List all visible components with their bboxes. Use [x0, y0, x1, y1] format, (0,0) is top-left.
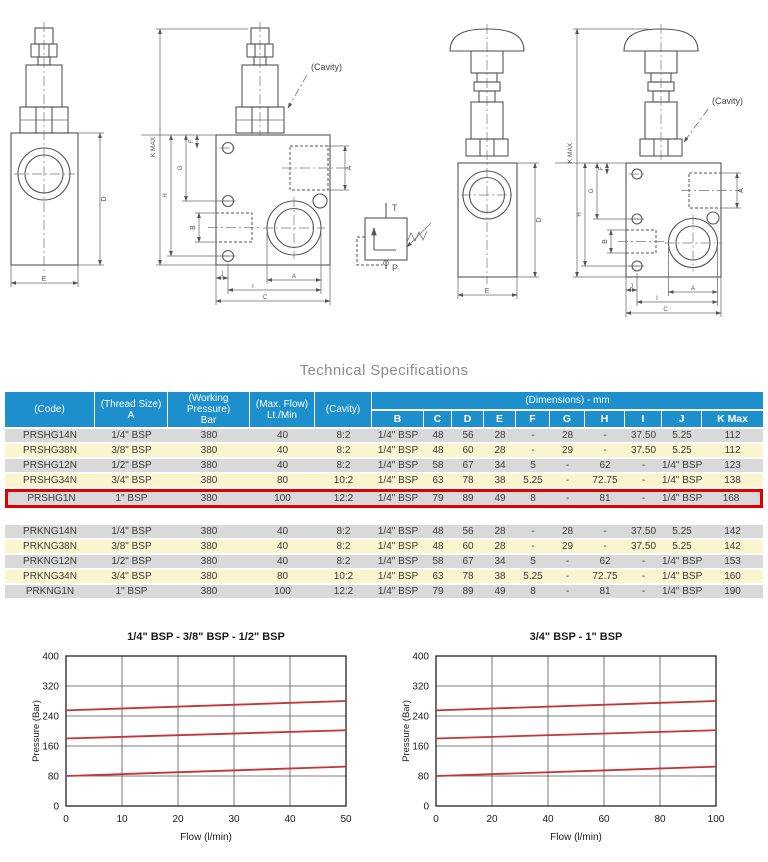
cell: 38	[484, 570, 516, 583]
cell: -	[550, 585, 585, 598]
cell: 5.25	[662, 429, 702, 442]
valve-side-view-screw	[11, 22, 108, 287]
cell: 5.25	[516, 474, 550, 487]
cell: 168	[702, 489, 763, 508]
chart-title: 1/4" BSP - 3/8" BSP - 1/2" BSP	[127, 631, 285, 643]
cell: -	[625, 459, 662, 472]
cell: 5.25	[662, 525, 702, 538]
cell: 3/4" BSP	[95, 474, 168, 487]
cell: 79	[424, 489, 452, 508]
col-header-thread-size: (Thread Size) A	[95, 392, 168, 427]
cell: 1/4" BSP	[372, 555, 424, 568]
cell: 1/4" BSP	[372, 429, 424, 442]
cell: -	[550, 555, 585, 568]
cell: 112	[702, 429, 763, 442]
x-tick-label: 60	[598, 814, 610, 825]
cell: 1/4" BSP	[372, 474, 424, 487]
cell: 49	[484, 585, 516, 598]
cell: -	[625, 489, 662, 508]
dim-label-a: A	[291, 274, 297, 280]
col-header-cavity: (Cavity)	[315, 392, 372, 427]
cell: 8:2	[315, 444, 372, 457]
y-tick-label: 0	[53, 801, 59, 813]
table-row-PRSHG34N	[5, 474, 763, 487]
dim-label-b: B	[602, 239, 609, 244]
dim-label-d: D	[536, 217, 543, 223]
cell: 60	[452, 540, 484, 553]
cell: 40	[250, 459, 315, 472]
valve-front-view-knob	[555, 24, 745, 317]
cell: 28	[484, 429, 516, 442]
cell: 1/4" BSP	[372, 540, 424, 553]
cell: 81	[585, 585, 625, 598]
dim-label-b: B	[190, 225, 197, 230]
col-header-max-flow: (Max. Flow) Lt./Min	[250, 392, 315, 427]
dim-label-h: H	[577, 212, 583, 217]
cell: 1/4" BSP	[662, 475, 702, 486]
section-title: Technical Specifications	[299, 362, 469, 379]
cell: 1/4" BSP	[662, 460, 702, 471]
x-tick-label: 10	[116, 814, 128, 825]
series-mid-setting	[66, 730, 346, 738]
cell: 40	[250, 555, 315, 568]
cell: -	[585, 540, 625, 553]
col-header-kmax: K Max	[702, 411, 763, 427]
col-header-h: H	[585, 411, 625, 427]
cell: 72.75	[585, 570, 625, 583]
col-header-g: G	[550, 411, 585, 427]
col-header-b: B	[372, 411, 424, 427]
cell: 1/4" BSP	[372, 570, 424, 583]
cell: 1/4" BSP	[662, 586, 702, 597]
table-row-PRKNG14N	[5, 525, 763, 538]
cell: 63	[424, 570, 452, 583]
cell: 380	[168, 444, 250, 457]
x-tick-label: 80	[654, 814, 666, 825]
series-high-setting	[436, 701, 716, 710]
cell: 29	[550, 444, 585, 457]
col-header-code: (Code)	[5, 392, 95, 427]
dim-label-i: I	[656, 296, 658, 302]
dim-label-a: A	[690, 286, 696, 292]
cell: 80	[250, 570, 315, 583]
cell: 380	[168, 540, 250, 553]
cell-code: PRSHG14N	[5, 429, 95, 442]
cell-code: PRKNG38N	[5, 540, 95, 553]
dim-label-e: E	[484, 288, 490, 295]
table-row-PRKNG1N	[5, 585, 763, 598]
chart-large-sizes	[398, 624, 768, 862]
cell: 78	[452, 474, 484, 487]
cell: 380	[168, 555, 250, 568]
cell: 29	[550, 540, 585, 553]
cell: 48	[424, 429, 452, 442]
cell: 380	[168, 429, 250, 442]
cell: 34	[484, 459, 516, 472]
cell: 56	[452, 429, 484, 442]
cell: 49	[484, 489, 516, 508]
cell-code: PRKNG12N	[5, 555, 95, 568]
cell: 8	[516, 489, 550, 508]
cell: 1/4" BSP	[662, 489, 702, 508]
y-tick-label: 80	[47, 771, 59, 783]
series-mid-setting	[436, 730, 716, 738]
cell: 5	[516, 555, 550, 568]
cell: 12:2	[315, 585, 372, 598]
cell: 10:2	[315, 474, 372, 487]
cell: 79	[424, 585, 452, 598]
cell: 40	[250, 429, 315, 442]
series-low-setting	[436, 767, 716, 776]
cell: 380	[168, 459, 250, 472]
cell: 40	[250, 444, 315, 457]
dim-label-g: G	[178, 165, 184, 171]
header-row-groups	[5, 392, 763, 409]
cell: 28	[484, 444, 516, 457]
dim-label-d: D	[101, 196, 108, 202]
cell: 3/8" BSP	[95, 444, 168, 457]
dim-label-f: F	[599, 166, 605, 171]
chart-small-sizes	[28, 624, 398, 862]
cell: 37.50	[625, 429, 662, 442]
col-header-dimensions-group: (Dimensions) - mm	[372, 392, 763, 409]
cell: -	[516, 540, 550, 553]
cell: 48	[424, 444, 452, 457]
x-tick-label: 0	[433, 814, 439, 825]
y-tick-label: 160	[412, 741, 429, 753]
cell: 1/4" BSP	[372, 525, 424, 538]
table-gap-row	[5, 510, 763, 523]
cell: -	[550, 474, 585, 487]
cell: 112	[702, 444, 763, 457]
cell: 40	[250, 525, 315, 538]
spec-table	[5, 390, 763, 600]
cell: 1/2" BSP	[95, 459, 168, 472]
cell: 37.50	[625, 540, 662, 553]
y-tick-label: 240	[412, 711, 429, 723]
dim-label-j: J	[220, 272, 224, 278]
cell: 1" BSP	[95, 585, 168, 598]
cell: 63	[424, 474, 452, 487]
spec-table-body	[5, 429, 763, 598]
x-tick-label: 50	[340, 814, 352, 825]
cell: -	[550, 459, 585, 472]
cell: 48	[424, 540, 452, 553]
cell: 72.75	[585, 474, 625, 487]
symbol-port-p: P	[392, 263, 399, 273]
cell: 5.25	[662, 444, 702, 457]
dim-label-i: I	[252, 284, 254, 290]
cell: 380	[168, 585, 250, 598]
cell: 5.25	[516, 570, 550, 583]
relief-valve-symbol	[357, 203, 431, 273]
cell: -	[625, 474, 662, 487]
valve-front-view-screw	[141, 22, 353, 305]
cell: -	[625, 570, 662, 583]
table-row-PRSHG1N	[5, 489, 763, 508]
cell: 5.25	[662, 540, 702, 553]
dim-label-f: F	[189, 139, 195, 144]
cell: -	[516, 444, 550, 457]
cell: 8:2	[315, 525, 372, 538]
cell: -	[550, 570, 585, 583]
cell: 58	[424, 555, 452, 568]
cell: -	[585, 525, 625, 538]
cell: 1/4" BSP	[372, 489, 424, 508]
col-header-j: J	[662, 411, 702, 427]
cell: 142	[702, 525, 763, 538]
table-row-PRKNG12N	[5, 555, 763, 568]
cell: 12:2	[315, 489, 372, 508]
cell: 1/4" BSP	[372, 585, 424, 598]
cell: 62	[585, 459, 625, 472]
cell: 81	[585, 489, 625, 508]
dim-label-a: A	[738, 188, 745, 193]
cell: -	[516, 525, 550, 538]
cell: -	[625, 555, 662, 568]
cell: -	[585, 444, 625, 457]
x-tick-label: 20	[172, 814, 184, 825]
cell: 67	[452, 555, 484, 568]
table-row-PRKNG38N	[5, 540, 763, 553]
cell: 28	[484, 525, 516, 538]
series-high-setting	[66, 701, 346, 710]
cell: -	[550, 489, 585, 508]
dim-label-e: E	[41, 276, 47, 283]
table-row-PRKNG34N	[5, 570, 763, 583]
valve-side-view-knob	[450, 24, 543, 299]
cell: -	[625, 585, 662, 598]
cell-code: PRKNG1N	[5, 585, 95, 598]
cell: 1/4" BSP	[372, 459, 424, 472]
col-header-c: C	[424, 411, 452, 427]
cell: 142	[702, 540, 763, 553]
technical-drawings	[0, 0, 768, 352]
cell: 8:2	[315, 459, 372, 472]
cell: 8:2	[315, 540, 372, 553]
dim-label-c: C	[663, 307, 668, 313]
dim-label-kmax: K MAX	[150, 136, 157, 158]
cell: 123	[702, 459, 763, 472]
dim-label-h: H	[163, 193, 169, 198]
cell: 380	[168, 570, 250, 583]
dim-label-a: A	[346, 165, 353, 171]
cell: 8:2	[315, 555, 372, 568]
cell: 1/4" BSP	[95, 429, 168, 442]
cell: 3/4" BSP	[95, 570, 168, 583]
x-axis-label: Flow (l/min)	[550, 832, 602, 843]
cell-code: PRKNG34N	[5, 570, 95, 583]
cell-code: PRSHG38N	[5, 444, 95, 457]
cell: 100	[250, 585, 315, 598]
y-axis-label: Pressure (Bar)	[31, 700, 42, 762]
symbol-port-t: T	[392, 203, 398, 213]
table-row-PRSHG38N	[5, 444, 763, 457]
cell: 160	[702, 570, 763, 583]
cell: 48	[424, 525, 452, 538]
cell: 28	[550, 525, 585, 538]
cell: 380	[168, 525, 250, 538]
y-axis-label: Pressure (Bar)	[401, 700, 412, 762]
dim-label-g: G	[589, 188, 595, 194]
cell: 190	[702, 585, 763, 598]
cell: 56	[452, 525, 484, 538]
cell: 60	[452, 444, 484, 457]
cell: 138	[702, 474, 763, 487]
dim-label-c: C	[262, 295, 268, 301]
cell: 1/4" BSP	[662, 556, 702, 567]
cell: 37.50	[625, 444, 662, 457]
x-axis-label: Flow (l/min)	[180, 832, 232, 843]
flow-pressure-chart-large	[398, 624, 768, 862]
cell: 8	[516, 585, 550, 598]
x-tick-label: 40	[542, 814, 554, 825]
cell: 1/4" BSP	[662, 571, 702, 582]
cell: 40	[250, 540, 315, 553]
dim-label-j: J	[630, 284, 633, 290]
col-header-d: D	[452, 411, 484, 427]
cell: 80	[250, 474, 315, 487]
cell: 58	[424, 459, 452, 472]
cell: 5	[516, 459, 550, 472]
cell: 78	[452, 570, 484, 583]
x-tick-label: 30	[228, 814, 240, 825]
cell: 1/2" BSP	[95, 555, 168, 568]
cell: 1/4" BSP	[372, 444, 424, 457]
cell: 1" BSP	[95, 489, 168, 508]
cell-code: PRSHG1N	[5, 489, 95, 508]
col-header-f: F	[516, 411, 550, 427]
cell: 38	[484, 474, 516, 487]
dim-label-kmax: K MAX	[567, 142, 574, 164]
y-tick-label: 0	[423, 801, 429, 813]
y-tick-label: 320	[42, 681, 59, 693]
flow-pressure-chart-small	[28, 624, 398, 862]
series-low-setting	[66, 767, 346, 776]
cell: 153	[702, 555, 763, 568]
col-header-working-pressure: (Working Pressure) Bar	[168, 392, 250, 427]
cell: 89	[452, 585, 484, 598]
cell: 8:2	[315, 429, 372, 442]
cell: 67	[452, 459, 484, 472]
cell: 28	[484, 540, 516, 553]
cell: 380	[168, 489, 250, 508]
cell: 380	[168, 474, 250, 487]
cavity-label: (Cavity)	[712, 96, 743, 106]
chart-title: 3/4" BSP - 1" BSP	[529, 631, 623, 643]
x-tick-label: 0	[63, 814, 69, 825]
cell: 1/4" BSP	[95, 525, 168, 538]
y-tick-label: 320	[412, 681, 429, 693]
cell: 28	[550, 429, 585, 442]
cell: 89	[452, 489, 484, 508]
cell: 100	[250, 489, 315, 508]
y-tick-label: 160	[42, 741, 59, 753]
x-tick-label: 20	[486, 814, 498, 825]
cell: 3/8" BSP	[95, 540, 168, 553]
cell-code: PRSHG34N	[5, 474, 95, 487]
cell: 34	[484, 555, 516, 568]
x-tick-label: 100	[707, 814, 725, 825]
cavity-label: (Cavity)	[311, 62, 342, 72]
cell: -	[585, 429, 625, 442]
cell-code: PRKNG14N	[5, 525, 95, 538]
y-tick-label: 400	[412, 651, 429, 663]
cell: 37.50	[625, 525, 662, 538]
col-header-i: I	[625, 411, 662, 427]
y-tick-label: 400	[42, 651, 59, 663]
col-header-e: E	[484, 411, 516, 427]
x-tick-label: 40	[284, 814, 296, 825]
cell: -	[516, 429, 550, 442]
table-row-PRSHG14N	[5, 429, 763, 442]
y-tick-label: 240	[42, 711, 59, 723]
cell: 62	[585, 555, 625, 568]
cell: 10:2	[315, 570, 372, 583]
table-row-PRSHG12N	[5, 459, 763, 472]
y-tick-label: 80	[417, 771, 429, 783]
cell-code: PRSHG12N	[5, 459, 95, 472]
